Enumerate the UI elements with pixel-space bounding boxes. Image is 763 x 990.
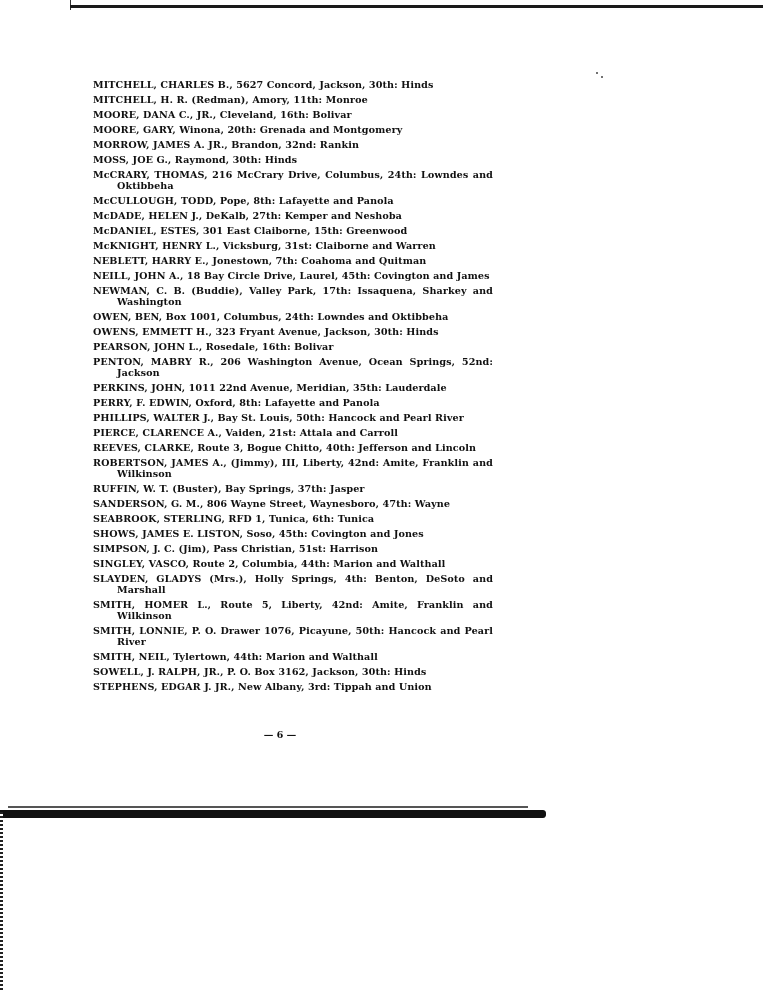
scan-speck [596,72,598,74]
list-entry: SIMPSON, J. C. (Jim), Pass Christian, 51st: Harrison [93,544,379,555]
left-edge-binding [0,812,3,990]
list-entry: RUFFIN, W. T. (Buster), Bay Springs, 37th: Jasper [93,484,365,495]
bottom-rule-thin [8,806,528,808]
legislator-list [93,80,493,697]
list-entry: MOORE, GARY, Winona, 20th: Grenada and Montgomery [93,125,403,136]
list-entry: STEPHENS, EDGAR J. JR., New Albany, 3rd: Tippah and Union [93,682,432,693]
list-entry: McDADE, HELEN J., DeKalb, 27th: Kemper and Neshoba [93,211,402,222]
list-entry: OWENS, EMMETT H., 323 Fryant Avenue, Jackson, 30th: Hinds [93,327,439,338]
list-entry: MITCHELL, H. R. (Redman), Amory, 11th: Monroe [93,95,368,106]
list-entry: SHOWS, JAMES E. LISTON, Soso, 45th: Covington and Jones [93,529,424,540]
list-entry: OWEN, BEN, Box 1001, Columbus, 24th: Lowndes and Oktibbeha [93,312,449,323]
bottom-border-band [0,810,546,818]
list-entry: SMITH, LONNIE, P. O. Drawer 1076, Picayune, 50th: Hancock and Pearl River [93,626,493,648]
list-entry: PERRY, F. EDWIN, Oxford, 8th: Lafayette and Panola [93,398,380,409]
list-entry: PEARSON, JOHN L., Rosedale, 16th: Bolivar [93,342,334,353]
top-border-rule [70,5,763,8]
list-entry: REEVES, CLARKE, Route 3, Bogue Chitto, 40th: Jefferson and Lincoln [93,443,477,454]
page-number: — 6 — [263,730,297,741]
list-entry: NEWMAN, C. B. (Buddie), Valley Park, 17th: Issaquena, Sharkey and Washington [93,286,493,308]
list-entry: MORROW, JAMES A. JR., Brandon, 32nd: Rankin [93,140,360,151]
list-entry: SOWELL, J. RALPH, JR., P. O. Box 3162, Jackson, 30th: Hinds [93,667,427,678]
list-entry: PIERCE, CLARENCE A., Vaiden, 21st: Attala and Carroll [93,428,398,439]
scan-speck [601,76,603,78]
list-entry: NEBLETT, HARRY E., Jonestown, 7th: Coahoma and Quitman [93,256,427,267]
list-entry: McDANIEL, ESTES, 301 East Claiborne, 15th: Greenwood [93,226,408,237]
list-entry: McKNIGHT, HENRY L., Vicksburg, 31st: Claiborne and Warren [93,241,436,252]
list-entry: McCULLOUGH, TODD, Pope, 8th: Lafayette and Panola [93,196,394,207]
list-entry: SLAYDEN, GLADYS (Mrs.), Holly Springs, 4th: Benton, DeSoto and Marshall [93,574,493,596]
list-entry: PENTON, MABRY R., 206 Washington Avenue, Ocean Springs, 52nd: Jackson [93,357,493,379]
list-entry: SMITH, NEIL, Tylertown, 44th: Marion and Walthall [93,652,378,663]
list-entry: SANDERSON, G. M., 806 Wayne Street, Waynesboro, 47th: Wayne [93,499,451,510]
list-entry: SEABROOK, STERLING, RFD 1, Tunica, 6th: Tunica [93,514,375,525]
list-entry: SMITH, HOMER L., Route 5, Liberty, 42nd: Amite, Franklin and Wilkinson [93,600,493,622]
list-entry: MITCHELL, CHARLES B., 5627 Concord, Jackson, 30th: Hinds [93,80,434,91]
list-entry: ROBERTSON, JAMES A., (Jimmy), III, Liberty, 42nd: Amite, Franklin and Wilkinson [93,458,493,480]
list-entry: PHILLIPS, WALTER J., Bay St. Louis, 50th: Hancock and Pearl River [93,413,464,424]
list-entry: SINGLEY, VASCO, Route 2, Columbia, 44th: Marion and Walthall [93,559,446,570]
list-entry: PERKINS, JOHN, 1011 22nd Avenue, Meridian, 35th: Lauderdale [93,383,447,394]
list-entry: MOSS, JOE G., Raymond, 30th: Hinds [93,155,298,166]
list-entry: NEILL, JOHN A., 18 Bay Circle Drive, Laurel, 45th: Covington and James [93,271,490,282]
list-entry: MOORE, DANA C., JR., Cleveland, 16th: Bolivar [93,110,352,121]
list-entry: McCRARY, THOMAS, 216 McCrary Drive, Columbus, 24th: Lowndes and Oktibbeha [93,170,493,192]
